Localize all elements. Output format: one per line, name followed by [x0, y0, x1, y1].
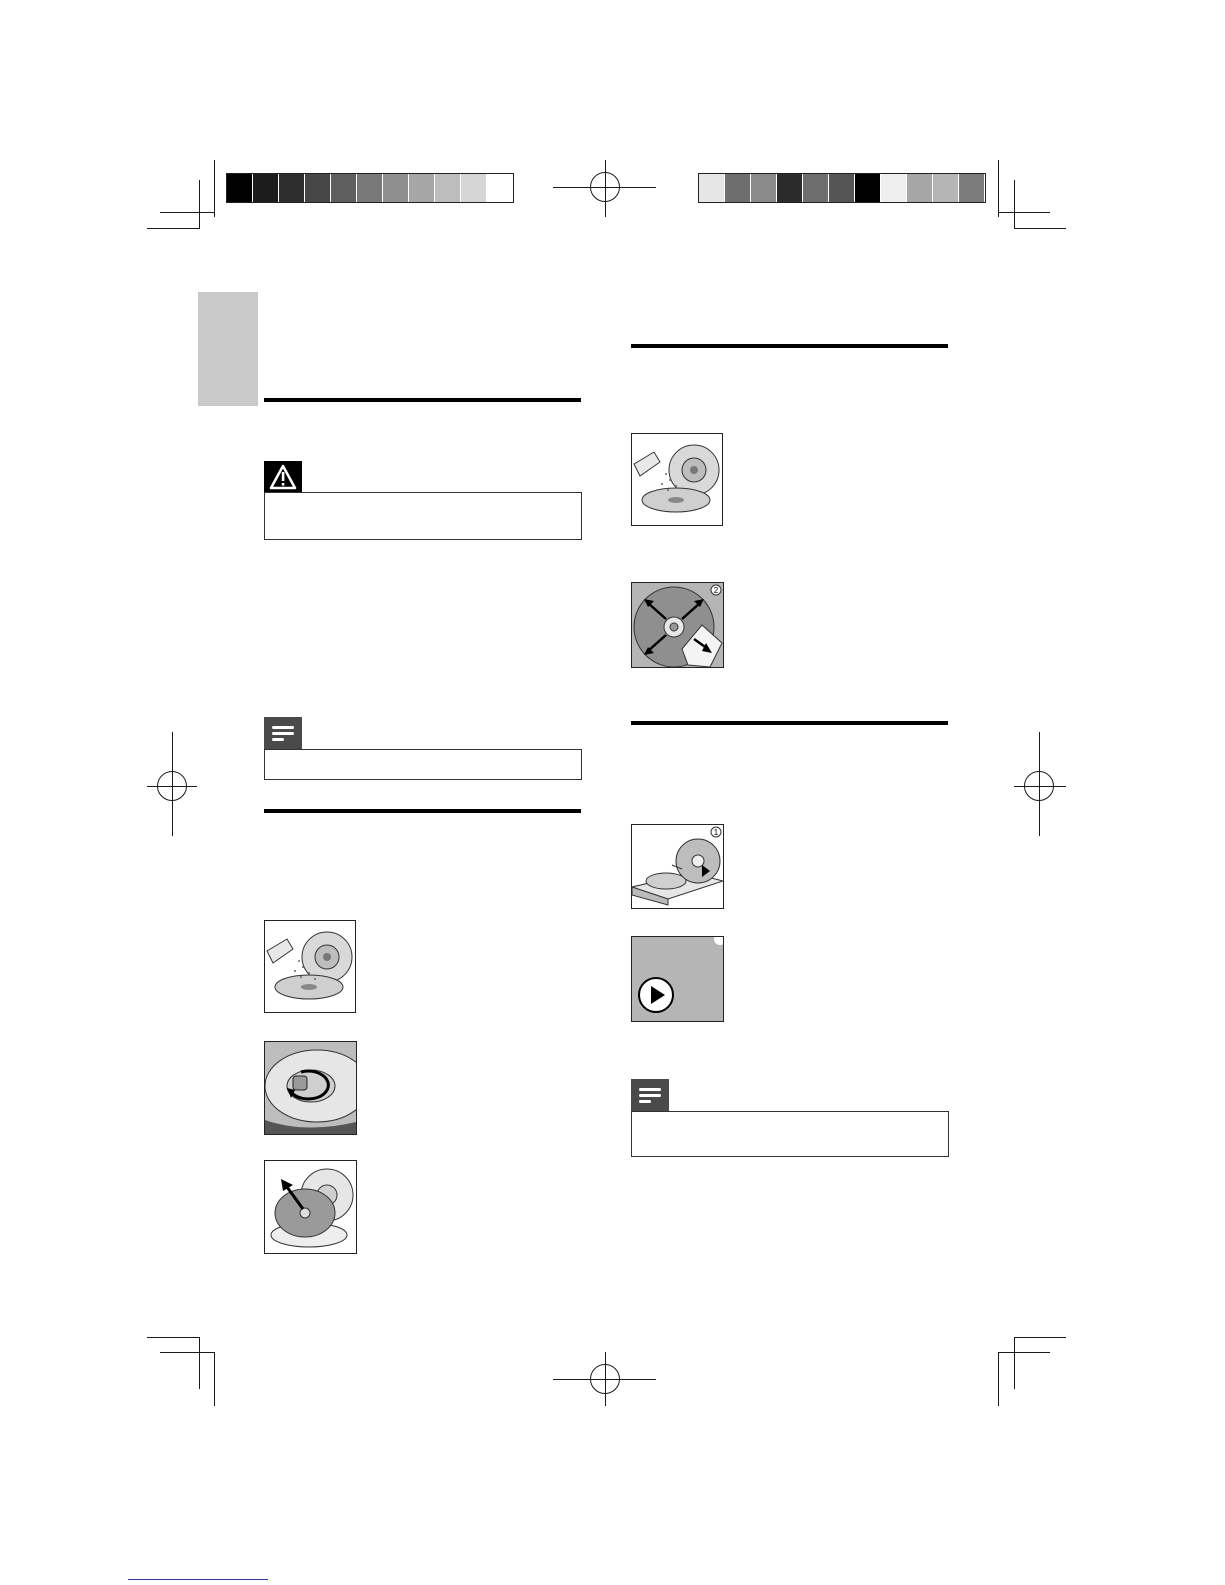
insert-cleaning-disc-illustration: [264, 1160, 357, 1254]
section-rule-left-2: [264, 809, 581, 813]
left-swatch-4: [305, 174, 331, 202]
left-swatch-6: [357, 174, 383, 202]
warning-box: [264, 492, 582, 540]
right-swatch-7: [855, 174, 881, 202]
crop-mark-top-right-vertical: [998, 160, 999, 217]
warning-tab: [264, 461, 302, 493]
crop-mark-top-right-horizontal: [1014, 228, 1066, 229]
left-swatch-5: [331, 174, 357, 202]
note-lines-icon: [631, 1079, 669, 1112]
crop-mark-bottom-right-vertical: [1014, 1337, 1015, 1389]
left-swatch-1: [227, 174, 253, 202]
left-swatch-9: [435, 174, 461, 202]
right-swatch-9: [907, 174, 933, 202]
step-badge-text: 2: [713, 586, 719, 595]
left-swatch-10: [461, 174, 487, 202]
registration-mark-icon: [1024, 771, 1054, 801]
right-swatch-2: [725, 174, 751, 202]
crop-mark-bottom-right-vertical-2: [998, 1352, 999, 1406]
right-swatch-6: [829, 174, 855, 202]
crop-mark-bottom-right-horizontal: [1014, 1337, 1066, 1338]
crop-mark-bottom-left-horizontal: [147, 1337, 200, 1338]
wipe-disc-outward-illustration: [631, 582, 724, 668]
right-swatch-5: [803, 174, 829, 202]
crop-mark-top-left-horizontal: [147, 228, 200, 229]
left-swatch-2: [253, 174, 279, 202]
left-swatch-7: [383, 174, 409, 202]
lens-cleaner-spray-illustration: [264, 920, 356, 1013]
note-box: [631, 1111, 949, 1157]
crop-mark-top-right-vertical-2: [1014, 180, 1015, 228]
right-swatch-8: [881, 174, 907, 202]
play-button-illustration: [631, 936, 724, 1022]
right-swatch-3: [751, 174, 777, 202]
note-tab: [631, 1079, 669, 1112]
color-calibration-bar-left: [226, 173, 514, 203]
right-swatch-4: [777, 174, 803, 202]
registration-mark-icon: [590, 1364, 620, 1394]
section-rule-right-1: [631, 344, 948, 348]
crop-mark-bottom-right-horizontal-2: [998, 1352, 1050, 1353]
lens-rotate-arrow-illustration: [264, 1041, 357, 1135]
note-box: [264, 749, 582, 780]
crop-mark-top-right-horizontal-2: [998, 212, 1050, 213]
warning-triangle-icon: [264, 461, 302, 493]
insert-disc-tray-illustration: [631, 824, 724, 909]
left-swatch-3: [279, 174, 305, 202]
color-calibration-bar-right: [698, 173, 986, 203]
crop-mark-top-left-vertical: [214, 160, 215, 217]
right-swatch-11: [959, 174, 985, 202]
section-rule-right-2: [631, 721, 948, 725]
section-rule-left-1: [264, 398, 581, 402]
language-tab: [198, 292, 258, 406]
note-lines-icon: [264, 717, 302, 750]
crop-mark-top-left-vertical-2: [199, 180, 200, 228]
right-swatch-10: [933, 174, 959, 202]
crop-mark-bottom-left-vertical: [199, 1337, 200, 1389]
registration-mark-icon: [590, 172, 620, 202]
left-swatch-11: [487, 174, 513, 202]
registration-mark-icon: [157, 771, 187, 801]
note-tab: [264, 717, 302, 750]
left-swatch-8: [409, 174, 435, 202]
footer-link-underline[interactable]: [128, 1577, 268, 1580]
crop-mark-bottom-left-vertical-2: [214, 1352, 215, 1406]
step-badge-text: 1: [713, 828, 719, 837]
disc-spray-illustration: [631, 433, 723, 526]
crop-mark-bottom-left-horizontal-2: [160, 1352, 214, 1353]
crop-mark-top-left-horizontal-2: [160, 212, 214, 213]
right-swatch-1: [699, 174, 725, 202]
